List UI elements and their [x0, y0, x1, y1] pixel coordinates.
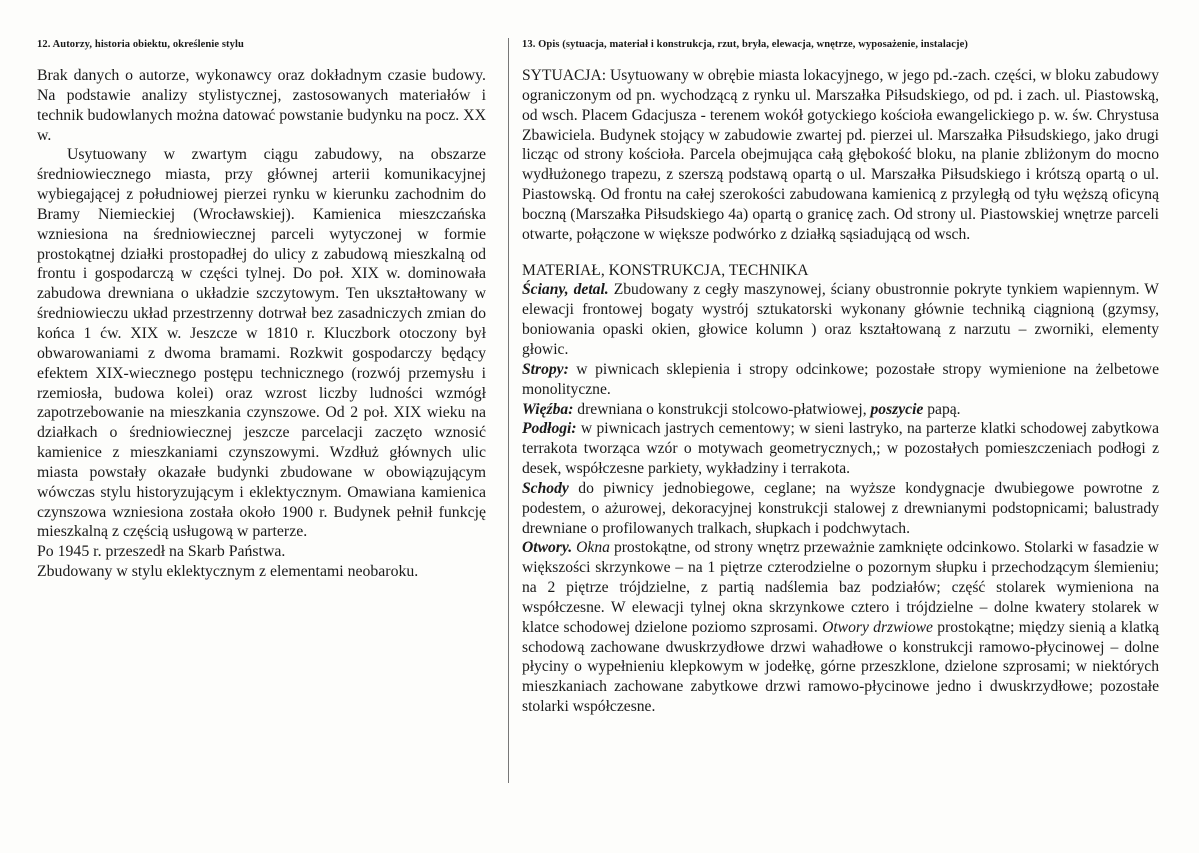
paragraph-sciany	[522, 280, 1159, 359]
okna-label: Okna	[576, 539, 610, 557]
sciany-text: Zbudowany z cegły maszynowej, ściany obustronnie pokryte tynkiem wapiennym. W elewacji frontowej bogaty wystrój sztukatorski wykonany głównie techniką ciągnioną (gzymsy, boniowania opaski okien, głowice kolumn ) oraz kształtowaną z narzutu – zworniki, elementy głowic.	[522, 281, 1159, 358]
material-title: MATERIAŁ, KONSTRUKCJA, TECHNIKA	[522, 261, 809, 279]
paragraph-style: Zbudowany w stylu eklektycznym z elementami neobaroku.	[37, 563, 419, 581]
sciany-label: Ściany, detal.	[522, 281, 609, 299]
paragraph-wiezba	[522, 400, 1159, 420]
paragraph-authors: Brak danych o autorze, wykonawcy oraz dokładnym czasie budowy. Na podstawie analizy stylistycznej, zastosowanych materiałów i technik budowlanych można datować powstanie budynku na pocz. XX w.	[37, 67, 486, 144]
section-13-header: 13. Opis (sytuacja, materiał i konstrukcja, rzut, bryła, elewacja, wnętrze, wyposażenie, instalacje)	[522, 39, 968, 50]
schody-label: Schody	[522, 479, 569, 497]
paragraph-schody	[522, 479, 1159, 539]
otwory-label: Otwory.	[522, 539, 573, 557]
poszycie-label: poszycie	[870, 400, 924, 418]
section-13	[508, 0, 1199, 717]
drzwi-text: prostokątne; między sienią a klatką schodową zachowane dwuskrzydłowe drzwi wahadłowe o konstrukcji ramowo-płycinowej – dolne płyciny o wypełnieniu klepkowym w jodełkę, górne przeszklone, dzielone szprosami; w niektórych mieszkaniach zachowane zabytkowe drzwi ramowo-płycinowe jedno i dwuskrzydłowe; pozostałe stolarki współczesne.	[522, 618, 1160, 716]
section-12	[0, 0, 508, 582]
paragraph-sytuacja: SYTUACJA: Usytuowany w obrębie miasta lokacyjnego, w jego pd.-zach. części, w bloku zabudowy ograniczonym od pn. wychodzącą z rynku ul. Marszałka Piłsudskiego, od pd. i zach. ul. Piastowską, od wsch. Placem Gdacjusza - terenem wokół gotyckiego kościoła ewangelickiego p. w. św. Chrystusa Zbawiciela. Budynek stojący w zabudowie zwartej pd. pierzei ul. Marszałka Piłsudskiego, jako drugi licząc od strony kościoła. Parcela obejmująca całą głębokość bloku, na planie zbliżonym do mocno wydłużonego trapezu, z szerszą podstawą opartą o ul. Marszałka Piłsudskiego i krótszą opartą o ul. Piastowską. Od frontu na całej szerokości zabudowana kamienicą z przyległą od tyłu węższą oficyną boczną (Marszałka Piłsudskiego 4a) opartą o granicę zach. Od strony ul. Piastowskiej wnętrze parceli otwarte, połączone w większe podwórko z działką sąsiadującą od wsch.	[522, 67, 1159, 243]
wiezba-label: Więźba:	[522, 400, 574, 418]
paragraph-podlogi	[522, 419, 1159, 479]
section-12-header: 12. Autorzy, historia obiektu, określenie stylu	[37, 39, 244, 50]
stropy-text: w piwnicach sklepienia i stropy odcinkowe; pozostałe stropy wymienione na żelbetowe monolityczne.	[522, 360, 1159, 398]
paragraph-ownership: Po 1945 r. przeszedł na Skarb Państwa.	[37, 543, 286, 561]
section-13-body	[522, 66, 1159, 717]
podlogi-text: w piwnicach jastrych cementowy; w sieni lastryko, na parterze klatki schodowej zabytkowa terrakota tworząca wzór o motywach geometrycznych,; w pozostałych pomieszczeniach podłogi z desek, współczesne parkiety, wykładziny i terrakota.	[522, 420, 1159, 478]
otwory-text: prostokątne, od strony wnętrz przeważnie zamknięte odcinkowo. Stolarki w fasadzie w większości skrzynkowe – na 1 piętrze czterodzielne o pozornym słupku i przechodzącym ślemieniu; na 2 piętrze trójdzielne, z partią nadślemia baz podziałów; część stolarek wymieniona na współczesne. W elewacji tylnej okna skrzynkowe cztero i trójdzielne – dolne kwatery stolarek w klatce schodowej dzielone poziomo szprosami.	[522, 539, 1159, 636]
stropy-label: Stropy:	[522, 360, 569, 378]
paragraph-history: Usytuowany w zwartym ciągu zabudowy, na obszarze średniowiecznego miasta, przy głównej arterii komunikacyjnej wybiegającej z południowej pierzei rynku w kierunku zachodnim do Bramy Niemieckiej (Wrocławskiej). Kamienica mieszczańska wzniesiona na średniowiecznej parceli wytyczonej w formie prostokątnej działki prostopadłej do ulicy z zabudową mieszkalną od frontu i gospodarczą w części tylnej. Do poł. XIX w. dominowała zabudowa drewniana o układzie szczytowym. Ten ukształtowany w średniowieczu układ przestrzenny dotrwał bez zasadniczych zmian do końca 1 ćw. XIX w. Jeszcze w 1810 r. Kluczbork otoczony był obwarowaniami z dwoma bramami. Rozkwit gospodarczy będący efektem XIX-wiecznego postępu technicznego (rozwój przemysłu i rzemiosła, budowa kolei) oraz wzrost liczby ludności wzmógł zapotrzebowanie na mieszkania czynszowe. Od 2 poł. XIX wieku na działkach o średniowiecznej jeszcze parcelacji zaczęto wznosić kamienice z mieszkaniami czynszowymi. Wzdłuż głównych ulic miasta powstały okazałe budynki zbudowane w obowiązującym wówczas stylu historyzującym i eklektycznym. Omawiana kamienica czynszowa wzniesiona została około 1900 r. Budynek pełnił funkcję mieszkalną z częścią usługową w parterze.	[37, 146, 486, 541]
poszycie-text: papą.	[923, 400, 961, 418]
podlogi-label: Podłogi:	[522, 420, 577, 438]
paragraph-stropy	[522, 360, 1159, 400]
paragraph-otwory	[522, 538, 1159, 717]
section-12-body	[37, 66, 486, 582]
schody-text: do piwnicy jednobiegowe, ceglane; na wyższe kondygnacje dwubiegowe powrotne z podestem, o ażurowej, dekoracyjnej konstrukcji stalowej z drewnianymi podstopnicami; balustrady drewniane o profilowanych tralkach, słupkach i podchwytach.	[522, 479, 1159, 537]
wiezba-text: drewniana o konstrukcji stolcowo-płatwiowej,	[573, 400, 871, 418]
drzwi-label: Otwory drzwiowe	[822, 618, 933, 636]
